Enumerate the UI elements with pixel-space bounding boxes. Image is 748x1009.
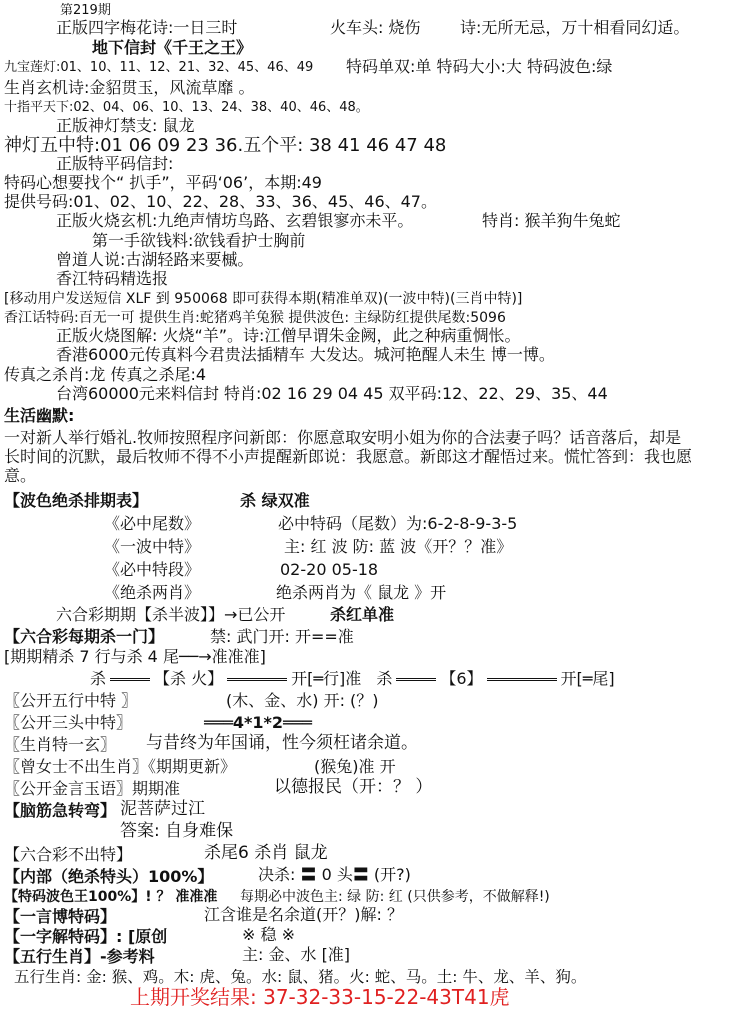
xiangjiang-code: 香江话特码:百无一可 提供生肖:蛇猪鸡羊兔猴 提供波色: 主绿防红提供尾数:5096 [4,310,506,326]
row10-label: 〖公开三头中特〗 [4,713,133,732]
double-line [487,678,557,681]
row8-kill2: 杀 [376,669,393,688]
row8-open2: 开[═尾] [560,669,615,688]
row1-label: 《必中尾数》 [104,514,201,533]
poem-label-text: 正版四字梅花诗: [56,18,174,37]
sms-promo: [移动用户发送短信 XLF 到 950068 即可获得本期(精准单双)(一波中特)(三肖中特)] [4,291,523,307]
row2-value: 主: 红 波 防: 蓝 波《开？？准》 [284,537,513,556]
underground-envelope: 地下信封《千王之王》 [92,38,253,57]
special-zodiac: 特肖: 猴羊狗牛兔蛇 [482,211,621,230]
row4-value: 绝杀两肖为《 鼠龙 》开 [276,583,447,602]
row11-label: 〖生肖特一玄〗 [4,735,117,754]
row11-value: 与昔终为年国诵，性今须枉诸余道。 [146,733,418,753]
row21-value: 主: 金、水 [准] [242,945,351,964]
double-line [396,678,436,681]
row12-value: (猴兔)准 开 [314,757,396,776]
fire-mystery: 正版火烧玄机:九绝声情坊鸟路、玄碧银寥亦未平。 [56,211,414,230]
row10-value: ═══4*1*2═══ [204,713,312,732]
provided-numbers: 提供号码:01、02、10、22、28、33、36、45、46、47。 [4,192,437,211]
row16-value: 杀尾6 杀肖 鼠龙 [204,843,328,863]
row20-value: ※ 稳 ※ [242,925,295,944]
row13-value: 以德报民（开：？ ） [274,777,433,797]
lamp-forbidden: 正版神灯禁支: 鼠龙 [56,116,195,135]
row4-label: 《绝杀两肖》 [104,583,201,602]
hk-fax-material: 香港6000元传真料今君贵法插精车 大发达。城河艳醒人未生 博一博。 [56,345,555,364]
row16-label: 【六合彩不出特】 [4,845,133,864]
row8-fire: 【杀 火】 [154,669,224,688]
double-line [110,678,150,681]
row2-label: 《一波中特》 [104,537,201,556]
row9-value: (木、金、水) 开: (？) [226,691,379,710]
five-elements-zodiac: 五行生肖: 金: 猴、鸡。木: 虎、兔。水: 鼠、猪。火: 蛇、马。土: 牛、龙、羊、狗。 [14,968,587,986]
row19-label: 【一言博特码】 [4,907,117,926]
poem2-label: 诗: [460,18,482,37]
special-code-attrs: 特码单双:单 特码大小:大 特码波色:绿 [346,57,613,76]
row6-label: 【六合彩每期杀一门】 [4,627,165,646]
row8-open: 开[═行]准 [291,669,362,688]
row18-value: 每期必中波色主: 绿 防: 红 (只供参考，不做解释!) [240,889,550,905]
nine-lotus-lamp: 九宝莲灯:01、10、11、12、21、32、45、46、49 [4,60,314,75]
row14-value: 泥菩萨过江 [120,799,205,819]
boshe-label: 【波色绝杀排期表】 [4,491,149,510]
row9-label: 〖公开五行中特 〗 [4,691,138,710]
taiwan-material: 台湾60000元来料信封 特肖:02 16 29 04 45 双平码:12、22、29、35、44 [56,384,608,403]
row15: 答案: 自身难保 [120,821,234,841]
fax-kill: 传真之杀肖:龙 传真之杀尾:4 [4,365,207,384]
humor-story: 一对新人举行婚礼.牧师按照程序问新郎：你愿意取安明小姐为你的合法妻子吗？话音落后，却是长时间的沉默，最后牧师不得不小声提醒新郎说：我愿意。新郎这才醒悟过来。慌忙答到：我也愿意。 [4,428,693,485]
row20-label: 【一字解特码】: [原创 [4,927,168,946]
poem-label [56,19,237,37]
row7: [期期精杀 7 行与杀 4 尾──→准准准] [4,647,266,666]
row5-label: 六合彩期期【杀半波】】→已公开 [56,605,286,624]
hongkong-selected: 香江特码精选报 [56,269,169,288]
special-code-heart: 特码心想要找个“ 扒手”，平码‘06’，本期:49 [4,173,322,192]
poem2 [460,19,689,37]
issue-number: 第219期 [60,3,111,18]
boshe-value: 杀 绿双准 [240,491,310,510]
row1-value: 必中特码（尾数）为:6-2-8-9-3-5 [278,514,518,533]
row8 [90,670,615,688]
row14-label: 【脑筋急转弯】 [4,801,117,820]
row13-label: 〖公开金言玉语〗期期准 [4,779,181,798]
last-draw-result: 上期开奖结果: 37-32-33-15-22-43T41虎 [130,985,510,1009]
row3-label: 《必中特段》 [104,560,201,579]
ten-fingers: 十指平天下:02、04、06、10、13、24、38、40、46、48。 [4,100,369,115]
double-line [227,678,287,681]
row21-label: 【五行生肖】-参考料 [4,947,155,966]
row6-value: 禁: 武门开: 开==准 [210,627,354,646]
poem-value: 一日三时 [173,18,238,37]
row18-label: 【特码波色王100%】! ？ 准准准 [4,889,218,905]
train-label: 火车头: [330,18,384,37]
row12-label: 〖曾女士不出生肖〗《期期更新》 [4,757,237,776]
humor-heading: 生活幽默: [4,406,75,425]
zodiac-mystery-poem: 生肖玄机诗:金貂贯玉，风流草靡 。 [4,78,255,97]
flat-code-envelope: 正版特平码信封: [56,154,174,173]
row17-label: 【内部（绝杀特头）100%】 [4,867,214,886]
row8-tail: 【6】 [440,669,483,688]
first-hand-material: 第一手欲钱料:欲钱看护士胸前 [92,231,306,250]
row8-kill: 杀 [90,669,107,688]
train-head [330,19,421,37]
lamp-five-codes: 神灯五中特:01 06 09 23 36.五个平: 38 41 46 47 48 [4,135,447,156]
taoist-saying: 曾道人说:古湖轻路来要槭。 [56,250,254,269]
row3-value: 02-20 05-18 [280,560,379,579]
row19-value: 江含谁是名余道(开？)解: ？ [204,905,403,924]
row5-value: 杀红单准 [330,605,395,624]
row17-value: 决杀: 〓 0 头〓 (开?) [258,865,411,884]
fire-diagram: 正版火烧图解: 火烧“羊”。诗:江僧早谓朱金阙，此之种病重惆怅。 [56,326,521,345]
poem2-value: 无所无忌，万十相看同幻适。 [481,18,690,37]
train-value: 烧伤 [388,18,421,37]
